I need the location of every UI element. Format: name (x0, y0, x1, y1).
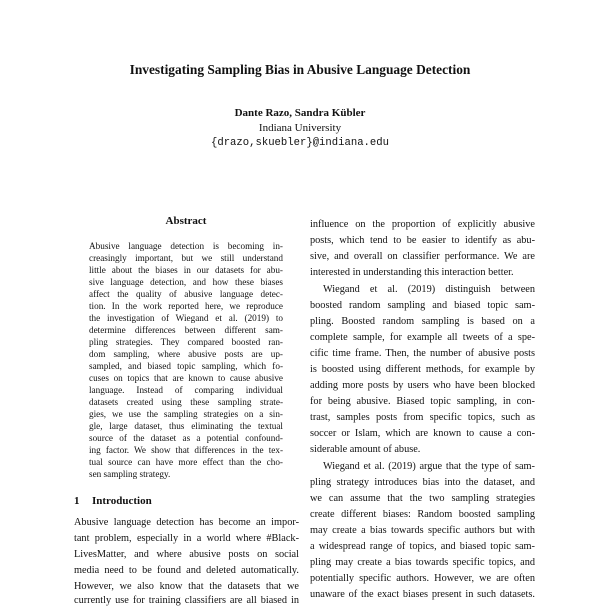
body-line: for being abusive. Biased topic sampling, in con- (310, 396, 535, 407)
section-title: Introduction (92, 495, 152, 507)
abstract-line: creasingly important, but we still understand (89, 253, 283, 263)
paper-email: {drazo,skuebler}@indiana.edu (210, 137, 389, 149)
abstract-line: sampled, and biased topic sampling, which fo- (89, 361, 283, 371)
abstract-line: datasets created using these sampling strate- (89, 397, 283, 407)
abstract-line: dom sampling, where abusive posts are up- (89, 349, 283, 359)
abstract-line: determine differences between different sam- (89, 325, 283, 335)
body-line: a widespread range of topics, and biased topic sam- (310, 541, 535, 552)
body-line: sive, and overall on classifier performance. We are (310, 251, 535, 262)
body-line: potentially specific authors. However, we are often (310, 573, 535, 584)
body-line: siderable amount of abuse. (310, 444, 421, 455)
intro-line: media need to be found and deleted automatically. (74, 565, 299, 576)
abstract-line: tion. In the work reported here, we reproduce (89, 301, 283, 311)
body-line: may create a bias towards specific authors but with (310, 525, 535, 536)
body-line: pling. Boosted random sampling is based on a (310, 316, 535, 327)
abstract-line: pling strategies. They compared boosted ran- (89, 337, 283, 347)
paper-authors: Dante Razo, Sandra Kübler (234, 107, 366, 119)
abstract-heading: Abstract (165, 215, 207, 227)
body-line: cific time frame. Then, the number of abusive posts (310, 348, 535, 359)
body-line: Wiegand et al. (2019) argue that the type of sam- (323, 461, 535, 472)
intro-line: LivesMatter, and where abusive posts on social (74, 549, 299, 560)
body-line: complete sample, for example all tweets of a spe- (310, 332, 535, 343)
body-line: soccer or Islam, which are known to cause a con- (310, 428, 535, 439)
section-heading-introduction (74, 495, 152, 507)
abstract-line: source of the dataset as a potential confound- (89, 433, 283, 443)
abstract-line: affect the quality of abusive language detec- (89, 289, 283, 299)
abstract-line: tual source can have more effect than the cho- (89, 457, 283, 467)
intro-line: Abusive language detection has become an impor- (74, 517, 299, 528)
abstract-line: gies, we use the sampling strategies on a sin- (89, 409, 283, 419)
body-line: boosted random sampling and biased topic sam- (310, 300, 535, 311)
intro-line: currently use for training classifiers are all biased in (74, 595, 299, 606)
abstract-line: language. Instead of comparing individual (89, 385, 283, 395)
body-line: posts, which tend to be easier to identify as abu- (310, 235, 535, 246)
abstract-line: Abusive language detection is becoming in- (89, 241, 283, 251)
body-line: interested in understanding this interaction better. (310, 267, 514, 278)
abstract-line: little about the biases in our datasets for abu- (89, 265, 283, 275)
body-line: unaware of the exact biases present in such datasets. (310, 589, 535, 600)
section-number: 1 (74, 495, 80, 507)
paper-title: Investigating Sampling Bias in Abusive Language Detection (129, 62, 471, 77)
intro-line: tant problem, especially in a world where #Black- (74, 533, 299, 544)
body-line: trast, samples posts from specific topics, such as (310, 412, 535, 423)
abstract-line: gle, large dataset, thus eliminating the textual (89, 421, 283, 431)
paper-affiliation: Indiana University (258, 122, 342, 134)
body-line: adding more posts by users who have been blocked (310, 380, 535, 391)
body-line: create different biases: Random boosted sampling (310, 509, 535, 520)
abstract-line: sive language detection, and how these biases (89, 277, 283, 287)
abstract-line: the investigation of Wiegand et al. (2019) to (89, 313, 283, 323)
body-line: is boosted using different methods, for example by (310, 364, 535, 375)
body-line: pling strategy introduces bias into the dataset, and (310, 477, 535, 488)
body-line: pling may create a bias towards specific topics, and (310, 557, 535, 568)
body-line: we can assume that the two sampling strategies (310, 493, 535, 504)
body-line: Wiegand et al. (2019) distinguish between (323, 284, 535, 295)
abstract-line: cuses on topics that are known to cause abusive (89, 373, 283, 383)
abstract-line: sen sampling strategy. (89, 469, 171, 479)
intro-line: However, we also know that the datasets that we (74, 581, 299, 592)
body-line: influence on the proportion of explicitly abusive (310, 219, 535, 230)
abstract-line: ing factor. We show that differences in the tex- (89, 445, 283, 455)
